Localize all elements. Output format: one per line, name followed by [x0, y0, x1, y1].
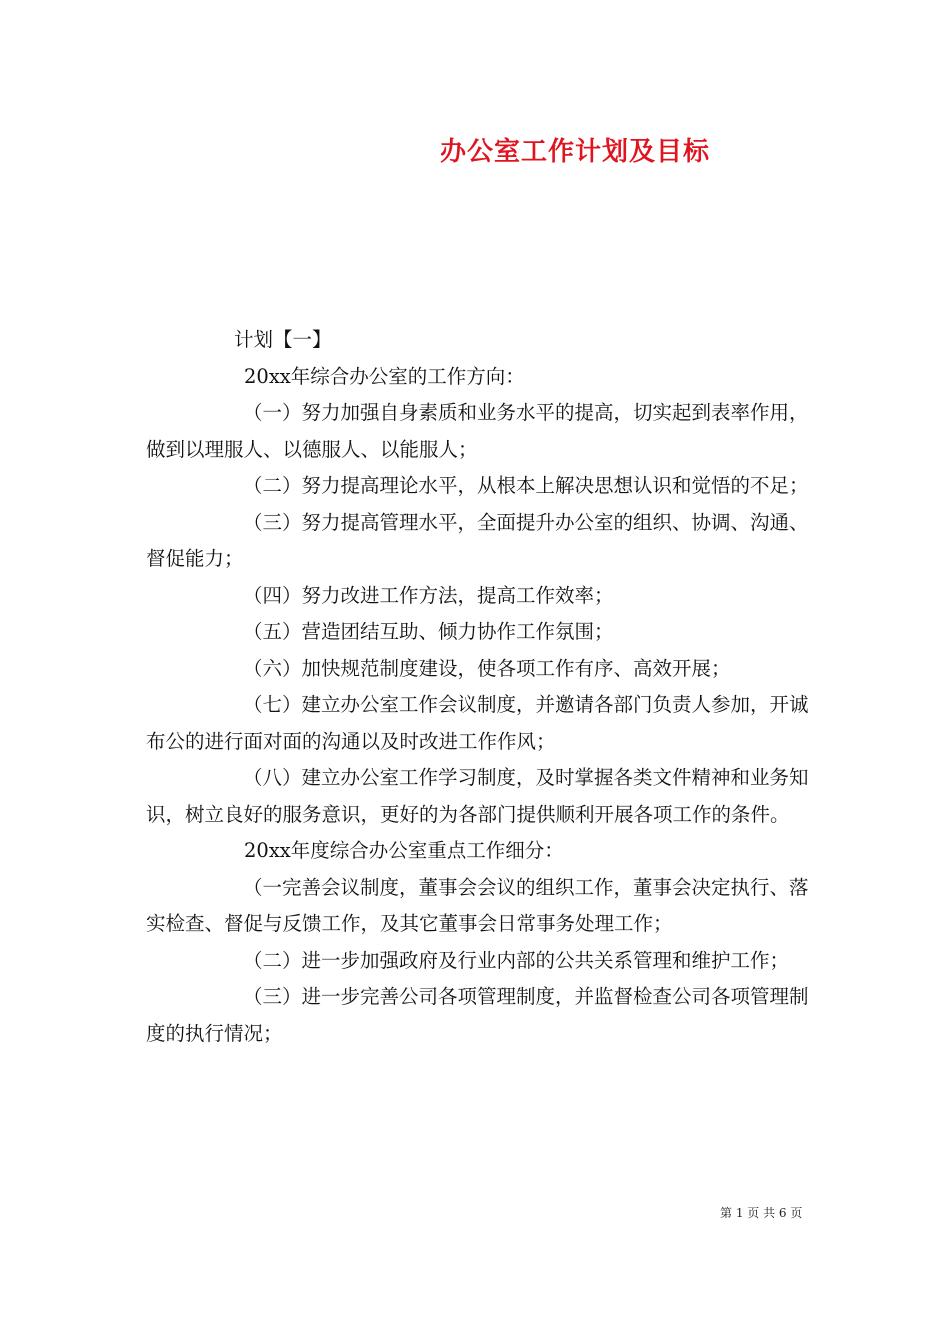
paragraph: （六）加快规范制度建设，使各项工作有序、高效开展；	[243, 656, 731, 680]
paragraph: （三）进一步完善公司各项管理制度，并监督检查公司各项管理制度的执行情况；	[146, 985, 809, 1045]
paragraph: （五）营造团结互助、倾力协作工作氛围；	[243, 620, 614, 643]
document-body	[146, 322, 826, 1052]
paragraph: （一）努力加强自身素质和业务水平的提高，切实起到表率作用，做到以理服人、以德服人、以能服人；	[146, 401, 809, 461]
document-title: 办公室工作计划及目标	[439, 137, 710, 167]
paragraph: （二）努力提高理论水平，从根本上解决思想认识和觉悟的不足；	[243, 474, 809, 497]
page-footer: 第 1 页 共 6 页	[720, 1206, 803, 1220]
paragraph: （三）努力提高管理水平，全面提升办公室的组织、协调、沟通、督促能力；	[146, 510, 809, 570]
paragraph: 计划【一】	[234, 328, 332, 351]
paragraph: （七）建立办公室工作会议制度，并邀请各部门负责人参加，开诚布公的进行面对面的沟通以及时改进工作作风；	[146, 693, 809, 753]
paragraph: 20xx年综合办公室的工作方向：	[244, 364, 525, 388]
paragraph: 20xx年度综合办公室重点工作细分：	[244, 839, 564, 862]
paragraph: （八）建立办公室工作学习制度，及时掌握各类文件精神和业务知识，树立良好的服务意识，更好的为各部门提供顺利开展各项工作的条件。	[146, 766, 809, 826]
paragraph: （一完善会议制度，董事会会议的组织工作，董事会决定执行、落实检查、督促与反馈工作，及其它董事会日常事务处理工作；	[146, 875, 809, 935]
paragraph: （二）进一步加强政府及行业内部的公共关系管理和维护工作；	[243, 948, 790, 972]
paragraph: （四）努力改进工作方法，提高工作效率；	[243, 583, 614, 607]
